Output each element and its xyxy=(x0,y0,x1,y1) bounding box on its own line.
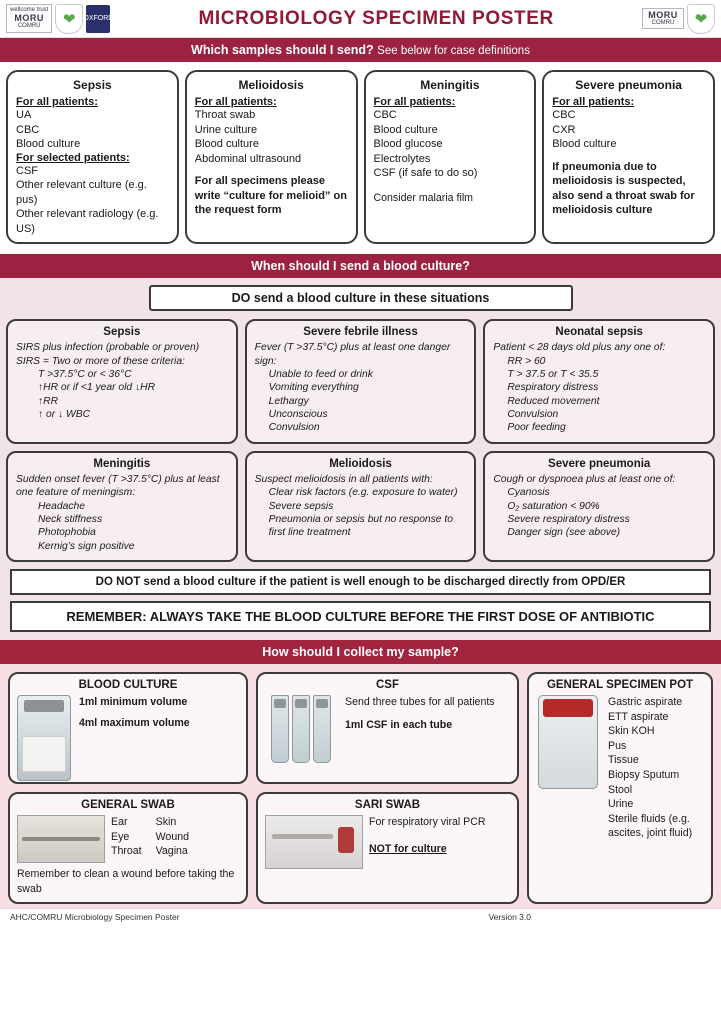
bc-criterion: ↑RR xyxy=(38,395,59,407)
bc-criterion: ↑ or ↓ WBC xyxy=(38,409,91,420)
bc-line: Cough or dyspnoea plus at least one of: xyxy=(493,473,676,485)
do-not-send-notice: DO NOT send a blood culture if the patient is well enough to be discharged directly from OPD/ER xyxy=(10,569,711,595)
collection-card-blood-culture xyxy=(8,672,248,784)
bc-criterion: O₂ saturation < 90% xyxy=(507,500,600,512)
blood-culture-line-2: 4ml maximum volume xyxy=(79,716,190,729)
do-send-title: DO send a blood culture in these situations xyxy=(149,285,573,311)
band-which-samples xyxy=(0,38,721,62)
list-item: CSF xyxy=(16,164,38,177)
sample-note-plain: Consider malaria film xyxy=(373,191,473,204)
sample-card-title: Sepsis xyxy=(73,78,112,92)
bc-criterion: Severe respiratory distress xyxy=(507,513,630,525)
bc-criterion: Unable to feed or drink xyxy=(268,368,373,380)
blood-culture-line-1: 1ml minimum volume xyxy=(79,696,188,708)
collection-grid xyxy=(8,672,713,904)
swab-site: Throat xyxy=(111,845,142,858)
list-item: UA xyxy=(16,109,32,121)
sample-card-melioidosis xyxy=(185,70,358,244)
shield-icon-right: ❤ xyxy=(687,4,715,34)
collection-card-csf xyxy=(256,672,519,784)
remember-notice: REMEMBER: ALWAYS TAKE THE BLOOD CULTURE BEFORE THE FIRST DOSE OF ANTIBIOTIC xyxy=(10,601,711,632)
list-item: CXR xyxy=(552,123,576,136)
sample-lead-all: For all patients: xyxy=(194,96,277,108)
band-collect-sample xyxy=(0,640,721,664)
bc-card-neonatal-sepsis xyxy=(483,319,715,444)
bc-card-title: Sepsis xyxy=(103,326,141,339)
band-blood-culture xyxy=(0,254,721,278)
collection-card-title: GENERAL SWAB xyxy=(81,799,175,811)
bc-criterion: T >37.5°C or < 36°C xyxy=(38,368,132,380)
page-title: MICROBIOLOGY SPECIMEN POSTER xyxy=(198,7,554,29)
list-item: Blood culture xyxy=(552,138,617,151)
moru-label-right: MORU xyxy=(648,9,678,20)
pot-item: Sterile fluids (e.g. ascites, joint fluid) xyxy=(608,812,693,840)
bc-card-sepsis xyxy=(6,319,238,444)
list-item: Blood culture xyxy=(373,123,438,136)
bc-criterion: Photophobia xyxy=(38,527,96,539)
sample-card-title: Melioidosis xyxy=(238,78,304,92)
bc-criterion: Vomiting everything xyxy=(268,382,359,394)
swab-site: Eye xyxy=(111,830,130,843)
collection-card-body xyxy=(17,815,239,863)
oxford-label: OXFORD xyxy=(83,15,114,22)
sample-lead-selected: For selected patients: xyxy=(16,151,130,164)
pot-item: Skin KOH xyxy=(608,725,655,738)
bc-criterion: RR > 60 xyxy=(507,355,546,367)
bc-line: Suspect melioidosis in all patients with: xyxy=(254,473,433,485)
sample-list-all xyxy=(374,108,527,181)
shield-icon: ❤ xyxy=(55,4,83,34)
sample-lead-all: For all patients: xyxy=(373,96,456,108)
wellcome-trust-logo xyxy=(6,4,52,32)
collection-card-text xyxy=(369,815,486,856)
collection-card-body xyxy=(265,815,510,869)
collection-card-text xyxy=(79,695,190,730)
sample-list-all xyxy=(195,108,348,166)
bc-criterion: Convulsion xyxy=(268,422,320,434)
general-swab-photo xyxy=(17,815,103,863)
sample-list-all xyxy=(552,108,705,152)
list-item: Other relevant culture (e.g. pus) xyxy=(16,179,147,206)
poster-footer xyxy=(0,908,721,925)
collection-card-body xyxy=(17,695,239,781)
footer-left-text: AHC/COMRU Microbiology Specimen Poster xyxy=(10,912,180,922)
collection-column-middle xyxy=(256,672,519,904)
band-which-samples-sub: See below for case definitions xyxy=(377,45,530,57)
collection-card-title: SARI SWAB xyxy=(354,799,421,811)
bc-criterion: T > 37.5 or T < 35.5 xyxy=(507,368,599,380)
bc-line: Fever (T >37.5°C) plus at least one danger sign: xyxy=(254,342,451,367)
collection-section xyxy=(0,664,721,908)
pot-item: ETT aspirate xyxy=(608,710,669,723)
bc-criterion: Pneumonia or sepsis but no response to first line treatment xyxy=(268,513,453,539)
bc-criterion: Severe sepsis xyxy=(268,500,334,512)
sari-swab-photo xyxy=(265,815,361,869)
bc-line: SIRS = Two or more of these criteria: xyxy=(16,355,185,367)
blood-culture-bottle-photo xyxy=(17,695,71,781)
pot-item: Tissue xyxy=(608,754,639,767)
sample-card-severe-pneumonia xyxy=(542,70,715,244)
moru-label: MORU xyxy=(14,12,44,23)
sample-card-title: Meningitis xyxy=(420,78,480,92)
collection-card-title: BLOOD CULTURE xyxy=(78,679,178,691)
comru-label-right: COMRU xyxy=(651,20,675,27)
pot-item: Stool xyxy=(608,783,633,796)
bc-criterion: Clear risk factors (e.g. exposure to water) xyxy=(268,487,458,499)
collection-card-title: CSF xyxy=(376,679,399,691)
sample-card-title: Severe pneumonia xyxy=(575,78,682,92)
collection-card-body xyxy=(536,695,704,841)
collection-card-title: GENERAL SPECIMEN POT xyxy=(546,679,694,691)
list-item: Blood culture xyxy=(194,138,259,151)
collection-column-left xyxy=(8,672,248,904)
pot-item: Gastric aspirate xyxy=(608,696,683,708)
bc-card-melioidosis xyxy=(245,451,477,562)
bc-card-title: Severe febrile illness xyxy=(303,326,418,339)
blood-culture-row-2 xyxy=(6,451,715,562)
general-swab-footer: Remember to clean a wound before taking the swab xyxy=(17,868,235,895)
band-which-samples-title: Which samples should I send? xyxy=(191,43,374,57)
bc-line: SIRS plus infection (probable or proven) xyxy=(16,342,200,354)
pot-item: Pus xyxy=(608,739,627,752)
bc-card-title: Neonatal sepsis xyxy=(555,326,643,339)
pot-item: Urine xyxy=(608,798,634,811)
specimen-pot-photo xyxy=(536,695,600,789)
csf-line-2: 1ml CSF in each tube xyxy=(345,718,453,731)
poster-header xyxy=(0,0,721,38)
bc-criterion: Respiratory distress xyxy=(507,382,599,394)
bc-card-title: Meningitis xyxy=(93,457,151,470)
bc-criterion: Reduced movement xyxy=(507,395,600,407)
list-item: Blood culture xyxy=(16,138,81,151)
swab-site: Ear xyxy=(111,816,128,828)
sample-list-selected xyxy=(16,164,169,237)
samples-section xyxy=(0,62,721,254)
samples-row xyxy=(6,70,715,244)
sample-list-all xyxy=(16,108,169,152)
swab-site: Skin xyxy=(155,816,177,828)
pot-item: Biopsy Sputum xyxy=(608,769,680,782)
list-item: Blood glucose xyxy=(373,138,443,151)
csf-line-1: Send three tubes for all patients xyxy=(345,696,495,708)
bc-criterion: Kernig’s sign positive xyxy=(38,540,135,552)
logo-group-left xyxy=(6,4,114,34)
moru-logo-right xyxy=(642,8,684,30)
bc-criterion: ↑HR or if <1 year old ↓HR xyxy=(38,382,156,394)
blood-culture-section xyxy=(0,278,721,640)
bc-card-title: Melioidosis xyxy=(329,457,392,470)
sample-note: If pneumonia due to melioidosis is suspected, also send a throat swab for melioidosis culture xyxy=(552,160,695,217)
band-collect-sample-title: How should I collect my sample? xyxy=(262,645,459,659)
wellcome-label: wellcome trust xyxy=(10,7,49,14)
bc-card-severe-pneumonia xyxy=(483,451,715,562)
collection-card-text xyxy=(345,695,495,732)
sample-lead-all: For all patients: xyxy=(552,96,635,108)
sample-note: For all specimens please write “culture for melioid” on the request form xyxy=(194,175,347,217)
bc-criterion: Headache xyxy=(38,500,85,512)
bc-card-title: Severe pneumonia xyxy=(548,457,651,470)
list-item: CBC xyxy=(16,123,40,136)
bc-criterion: Convulsion xyxy=(507,409,559,420)
comru-label: COMRU xyxy=(17,23,41,30)
bc-criterion: Cyanosis xyxy=(507,487,550,499)
swab-site: Vagina xyxy=(155,845,188,858)
sari-line-1: For respiratory viral PCR xyxy=(369,816,486,828)
collection-card-general-swab xyxy=(8,792,248,904)
list-item: CSF (if safe to do so) xyxy=(373,167,478,180)
bc-criterion: Danger sign (see above) xyxy=(507,527,621,539)
csf-tubes-photo xyxy=(265,695,337,763)
list-item: CBC xyxy=(552,109,576,121)
band-blood-culture-title: When should I send a blood culture? xyxy=(251,259,470,274)
bc-criterion: Neck stiffness xyxy=(38,513,103,525)
list-item: Abdominal ultrasound xyxy=(194,152,302,165)
list-item: CBC xyxy=(373,109,397,121)
bc-card-severe-febrile-illness xyxy=(245,319,477,444)
sample-card-meningitis xyxy=(364,70,537,244)
bc-line: Patient < 28 days old plus any one of: xyxy=(493,342,666,354)
oxford-crest-icon xyxy=(83,5,114,33)
bc-criterion: Lethargy xyxy=(268,395,309,407)
collection-card-general-pot xyxy=(527,672,713,904)
logo-group-right xyxy=(642,4,715,34)
collection-card-body xyxy=(265,695,510,763)
bc-criterion: Unconscious xyxy=(268,409,328,420)
bc-line: Sudden onset fever (T >37.5°C) plus at least one feature of meningism: xyxy=(16,473,220,499)
bc-criterion: Poor feeding xyxy=(507,422,566,434)
blood-culture-row-1 xyxy=(6,319,715,444)
list-item: Electrolytes xyxy=(373,152,431,165)
collection-card-text xyxy=(111,815,189,859)
collection-card-sari-swab xyxy=(256,792,519,904)
list-item: Throat swab xyxy=(194,109,256,121)
swab-site: Wound xyxy=(155,830,189,843)
sample-lead-all: For all patients: xyxy=(16,96,98,108)
sari-line-2: NOT for culture xyxy=(369,842,447,855)
list-item: Other relevant radiology (e.g. US) xyxy=(16,208,159,235)
collection-card-text xyxy=(608,695,704,841)
list-item: Urine culture xyxy=(194,123,258,136)
sample-card-sepsis xyxy=(6,70,179,244)
bc-card-meningitis xyxy=(6,451,238,562)
footer-version: Version 3.0 xyxy=(488,912,531,922)
